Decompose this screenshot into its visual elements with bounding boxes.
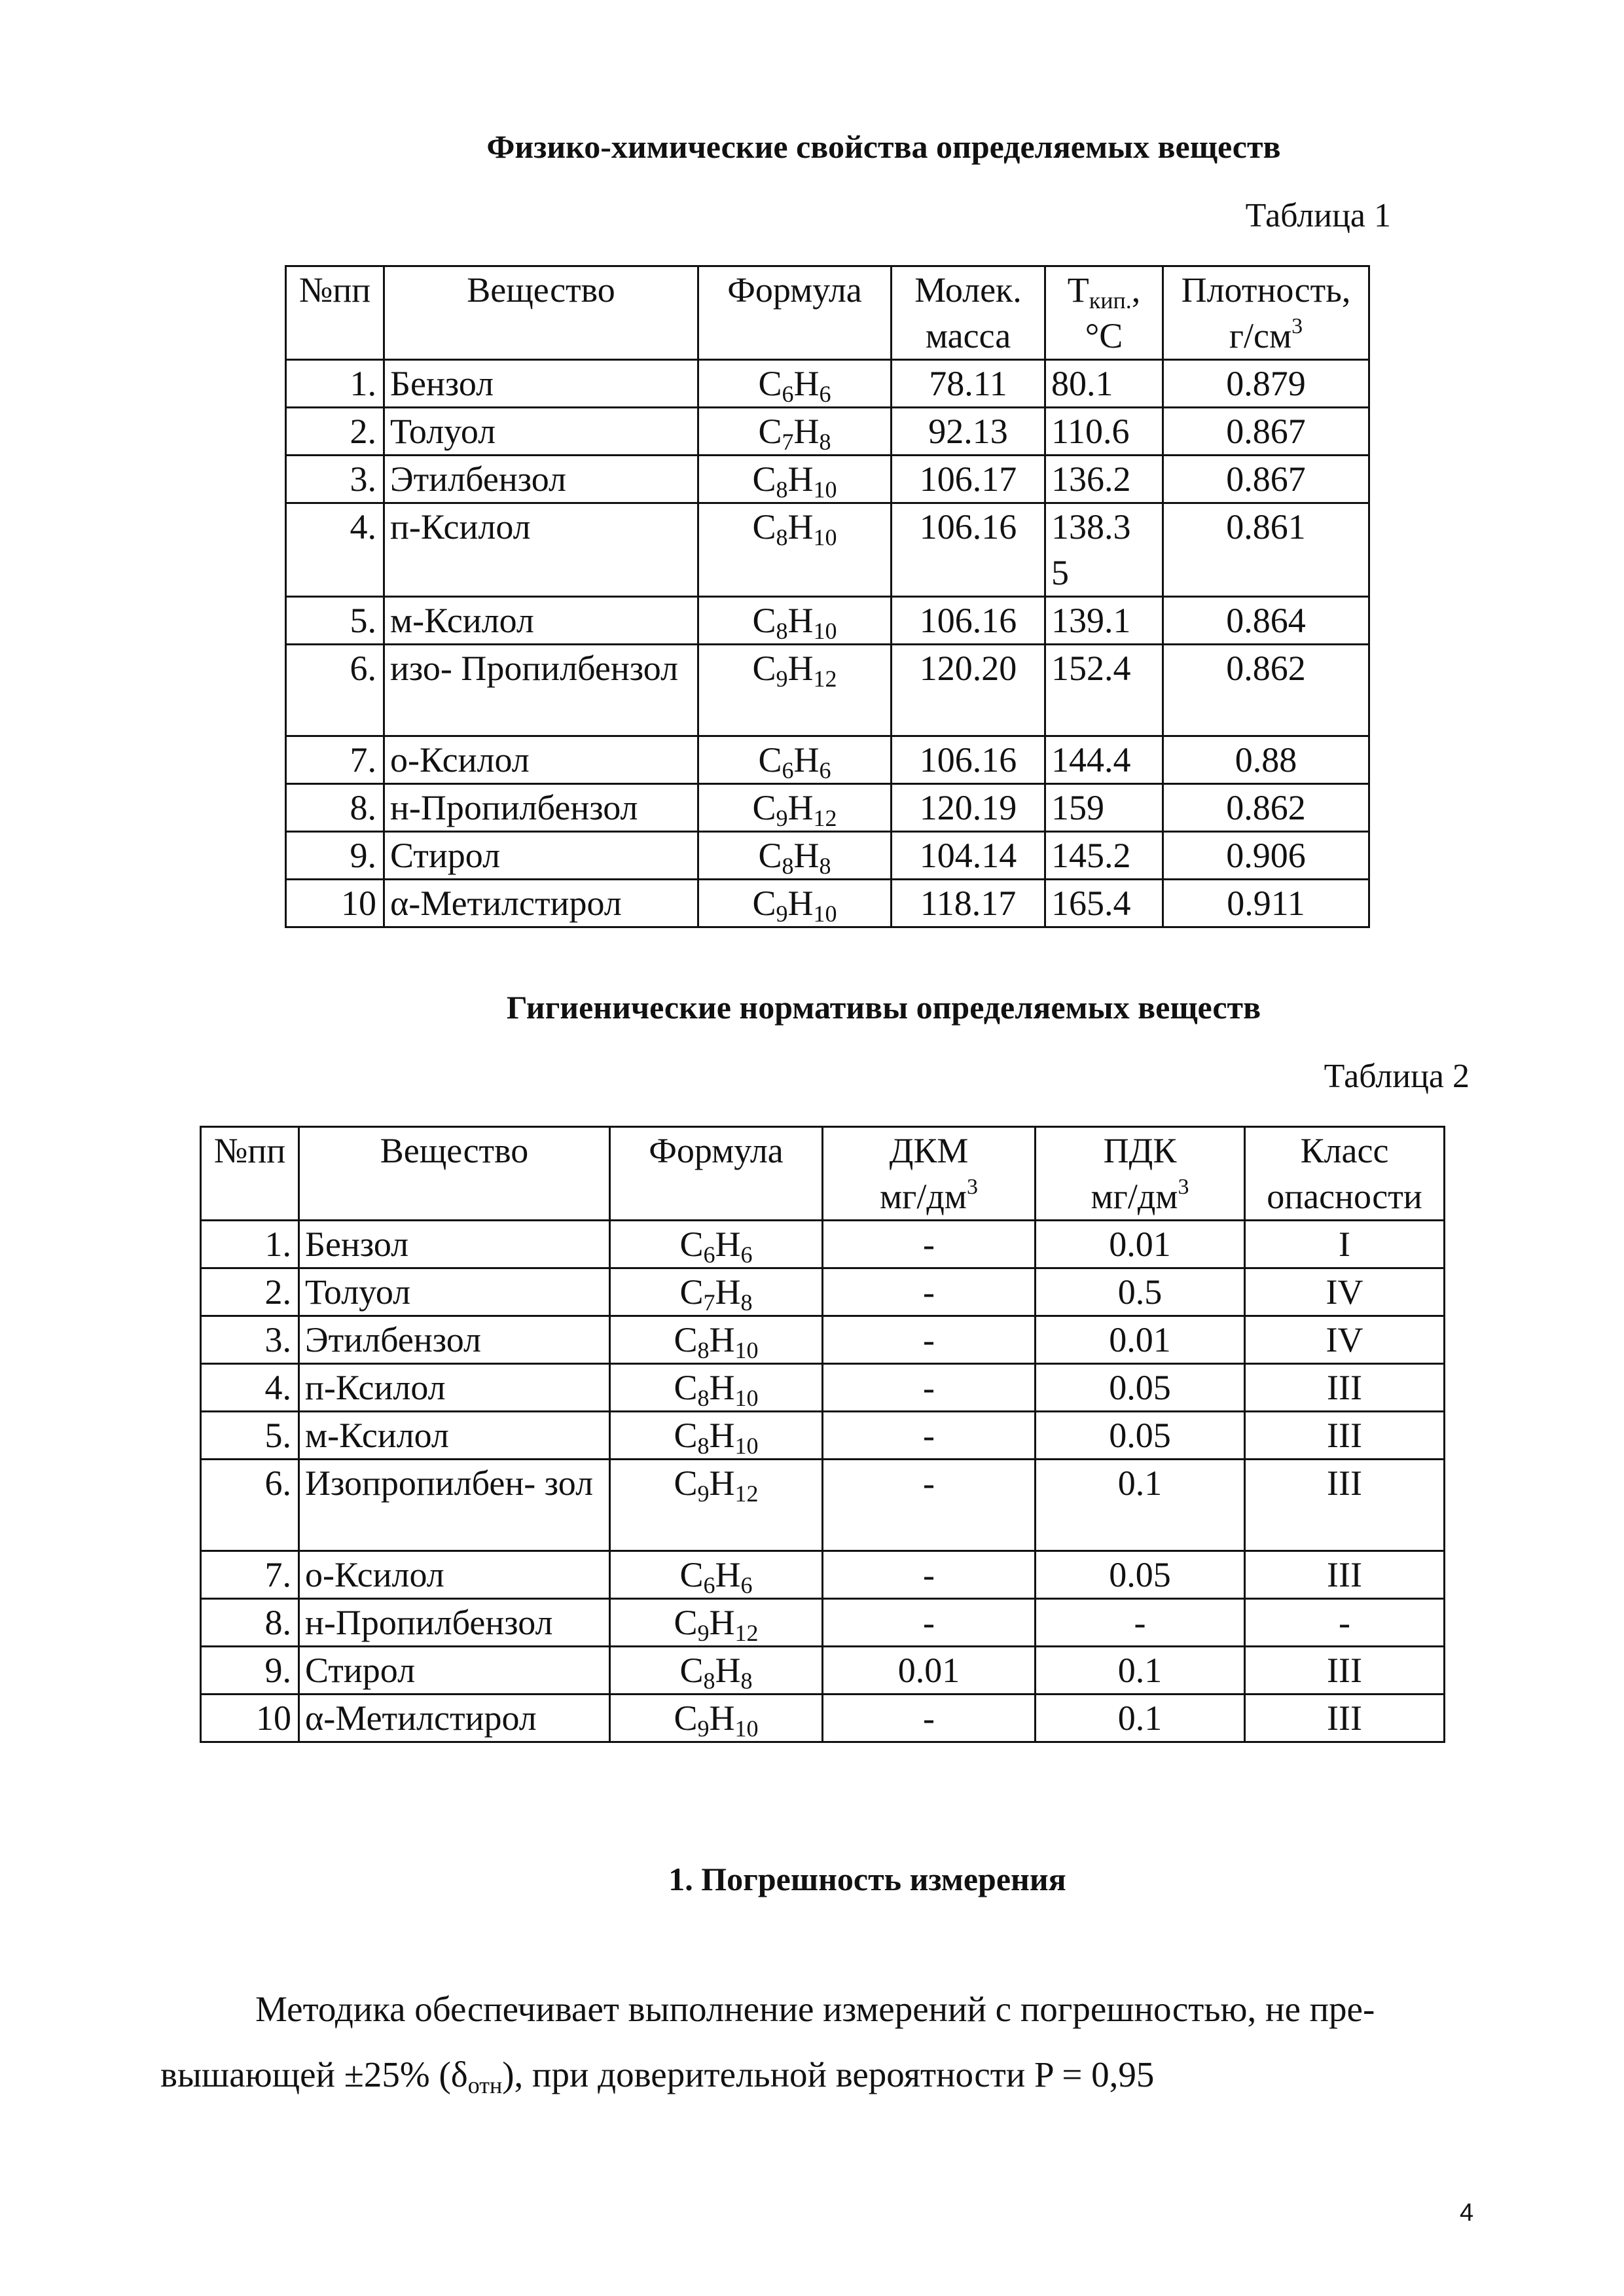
formula-element: C [679, 1651, 704, 1690]
pdk-unit: мг/дм [1091, 1177, 1178, 1216]
formula-element: H [709, 1698, 735, 1738]
formula [610, 1221, 823, 1268]
formula-subscript: 8 [703, 1668, 715, 1694]
formula [698, 832, 892, 880]
row-number: 2. [286, 408, 384, 456]
hazard-class: III [1245, 1551, 1445, 1599]
formula-subscript: 9 [776, 666, 788, 692]
hazard-class: IV [1245, 1268, 1445, 1316]
hazard-label-2: опасности [1267, 1177, 1422, 1216]
density: 0.862 [1163, 784, 1369, 832]
density: 0.862 [1163, 645, 1369, 736]
formula-element: H [787, 507, 814, 547]
dkm-value: - [823, 1316, 1036, 1364]
boiling-point: 165.4 [1045, 880, 1163, 927]
formula [698, 597, 892, 645]
molecular-mass: 120.19 [892, 784, 1045, 832]
hazard-class: I [1245, 1221, 1445, 1268]
row-number: 6. [201, 1460, 299, 1551]
formula-element: H [787, 459, 814, 499]
boiling-point: 136.2 [1045, 456, 1163, 503]
table1 [285, 265, 1370, 928]
table-row [286, 880, 1369, 927]
molecular-mass: 106.16 [892, 597, 1045, 645]
pdk-value: 0.01 [1036, 1316, 1245, 1364]
formula [610, 1695, 823, 1742]
table2-body [201, 1221, 1445, 1742]
substance-name: α-Метилстирол [384, 880, 698, 927]
formula-subscript: 7 [703, 1289, 715, 1316]
substance-name: Этилбензол [299, 1316, 610, 1364]
row-number: 4. [286, 503, 384, 597]
table1-label: Таблица 1 [1245, 197, 1391, 234]
col-header-density [1163, 266, 1369, 360]
formula [698, 503, 892, 597]
formula-subscript: 12 [813, 805, 837, 831]
formula-subscript: 6 [740, 1242, 753, 1268]
substance-name: о-Ксилол [384, 736, 698, 784]
formula-subscript: 8 [782, 853, 794, 879]
formula-element: C [752, 459, 776, 499]
density: 0.864 [1163, 597, 1369, 645]
formula-element: C [679, 1225, 704, 1264]
formula-subscript: 8 [819, 853, 831, 879]
formula-element: H [793, 412, 820, 451]
table2-label: Таблица 2 [1324, 1058, 1470, 1095]
dkm-value: - [823, 1551, 1036, 1599]
boiling-point: 152.4 [1045, 645, 1163, 736]
boiling-point: 110.6 [1045, 408, 1163, 456]
substance-name: н-Пропилбензол [384, 784, 698, 832]
hazard-class: III [1245, 1695, 1445, 1742]
boiling-point: 144.4 [1045, 736, 1163, 784]
formula-subscript: 12 [734, 1620, 759, 1646]
formula-element: C [752, 649, 776, 688]
row-number: 1. [201, 1221, 299, 1268]
formula-subscript: 6 [819, 757, 831, 783]
formula [610, 1268, 823, 1316]
pdk-value: - [1036, 1599, 1245, 1647]
formula-element: H [709, 1368, 735, 1407]
substance-name: Толуол [299, 1268, 610, 1316]
table1-header-row [286, 266, 1369, 360]
formula-element: C [674, 1416, 698, 1455]
formula-subscript: 8 [776, 618, 788, 644]
substance-name: Стирол [299, 1647, 610, 1695]
dkm-value: - [823, 1695, 1036, 1742]
formula-subscript: 12 [813, 666, 837, 692]
pdk-value: 0.5 [1036, 1268, 1245, 1316]
density: 0.867 [1163, 408, 1369, 456]
substance-name: Толуол [384, 408, 698, 456]
pdk-value: 0.05 [1036, 1551, 1245, 1599]
formula-subscript: 8 [740, 1289, 753, 1316]
table-row [201, 1221, 1445, 1268]
formula-subscript: 8 [697, 1385, 710, 1411]
formula-subscript: 6 [782, 757, 794, 783]
formula-element: C [752, 788, 776, 827]
table2 [200, 1126, 1445, 1743]
para-sub: отн [467, 2072, 503, 2098]
table-row [201, 1316, 1445, 1364]
density: 0.88 [1163, 736, 1369, 784]
molecular-mass: 106.17 [892, 456, 1045, 503]
formula-element: C [674, 1698, 698, 1738]
hazard-class: III [1245, 1412, 1445, 1460]
table-row [201, 1364, 1445, 1412]
formula-subscript: 6 [703, 1572, 715, 1598]
table-row [286, 784, 1369, 832]
formula-subscript: 9 [697, 1480, 710, 1507]
formula-subscript: 8 [819, 429, 831, 455]
density-label: Плотность, [1181, 270, 1351, 310]
dkm-label: ДКМ [889, 1131, 969, 1170]
substance-name: α-Метилстирол [299, 1695, 610, 1742]
section-paragraph [160, 1977, 1496, 2108]
formula-subscript: 9 [697, 1620, 710, 1646]
substance-name: п-Ксилол [299, 1364, 610, 1412]
hazard-class: III [1245, 1647, 1445, 1695]
formula [698, 408, 892, 456]
formula-subscript: 8 [740, 1668, 753, 1694]
row-number: 5. [286, 597, 384, 645]
formula [698, 645, 892, 736]
formula-element: H [793, 740, 820, 780]
table-row [201, 1599, 1445, 1647]
molecular-mass: 118.17 [892, 880, 1045, 927]
formula-subscript: 7 [782, 429, 794, 455]
col-header-tboil [1045, 266, 1163, 360]
row-number: 8. [201, 1599, 299, 1647]
molecular-mass: 92.13 [892, 408, 1045, 456]
row-number: 1. [286, 360, 384, 408]
density: 0.867 [1163, 456, 1369, 503]
section-heading: 1. Погрешность измерения [668, 1861, 1066, 1897]
substance-name: о-Ксилол [299, 1551, 610, 1599]
formula [610, 1316, 823, 1364]
tboil-sub: кип. [1089, 287, 1132, 314]
substance-name: м-Ксилол [299, 1412, 610, 1460]
substance-name: изо- Пропилбензол [384, 645, 698, 736]
formula-subscript: 9 [776, 901, 788, 927]
formula-subscript: 10 [813, 476, 837, 503]
formula-element: C [758, 836, 782, 875]
pdk-value: 0.05 [1036, 1364, 1245, 1412]
formula [698, 880, 892, 927]
formula [610, 1412, 823, 1460]
formula-element: H [715, 1651, 741, 1690]
formula-element: H [709, 1603, 735, 1642]
formula-element: C [752, 884, 776, 923]
row-number: 7. [286, 736, 384, 784]
hazard-class: III [1245, 1460, 1445, 1551]
pdk-value: 0.1 [1036, 1695, 1245, 1742]
formula-element: C [752, 507, 776, 547]
formula-element: H [709, 1320, 735, 1359]
pdk-value: 0.1 [1036, 1647, 1245, 1695]
formula-subscript: 8 [697, 1337, 710, 1363]
formula-subscript: 9 [776, 805, 788, 831]
density: 0.906 [1163, 832, 1369, 880]
hazard-class: IV [1245, 1316, 1445, 1364]
formula-element: C [674, 1320, 698, 1359]
boiling-point: 139.1 [1045, 597, 1163, 645]
table-row [201, 1268, 1445, 1316]
table-row [201, 1695, 1445, 1742]
row-number: 7. [201, 1551, 299, 1599]
table-row [201, 1460, 1445, 1551]
dkm-value: - [823, 1364, 1036, 1412]
formula-element: H [793, 836, 820, 875]
formula-element: H [787, 884, 814, 923]
para-text-a: вышающей ±25% (δ [160, 2054, 468, 2094]
table-row [201, 1412, 1445, 1460]
col-header-substance: Вещество [384, 266, 698, 360]
substance-name: Стирол [384, 832, 698, 880]
formula [610, 1599, 823, 1647]
formula-element: C [758, 412, 782, 451]
formula-element: H [715, 1225, 741, 1264]
row-number: 2. [201, 1268, 299, 1316]
density: 0.911 [1163, 880, 1369, 927]
formula-subscript: 6 [819, 381, 831, 407]
table2-header-row [201, 1127, 1445, 1221]
formula-subscript: 10 [734, 1385, 759, 1411]
pdk-value: 0.05 [1036, 1412, 1245, 1460]
dkm-value: 0.01 [823, 1647, 1036, 1695]
col-header-formula: Формула [610, 1127, 823, 1221]
density: 0.861 [1163, 503, 1369, 597]
col-header-hazard-class [1245, 1127, 1445, 1221]
table-row [286, 360, 1369, 408]
table-row [286, 456, 1369, 503]
formula-element: H [793, 364, 820, 403]
formula-subscript: 6 [782, 381, 794, 407]
formula [698, 784, 892, 832]
formula-subscript: 12 [734, 1480, 759, 1507]
col-header-dkm [823, 1127, 1036, 1221]
table1-body [286, 360, 1369, 927]
dkm-value: - [823, 1268, 1036, 1316]
hazard-class: III [1245, 1364, 1445, 1412]
formula-element: C [752, 601, 776, 640]
para-text-b: ), при доверительной вероятности P = 0,95 [502, 2054, 1155, 2094]
row-number: 6. [286, 645, 384, 736]
formula-element: H [715, 1555, 741, 1594]
row-number: 8. [286, 784, 384, 832]
formula-element: C [674, 1368, 698, 1407]
molecular-mass: 106.16 [892, 503, 1045, 597]
dkm-value: - [823, 1221, 1036, 1268]
formula-subscript: 6 [703, 1242, 715, 1268]
col-header-mass: Молек. масса [892, 266, 1045, 360]
formula [698, 456, 892, 503]
formula-subscript: 8 [697, 1433, 710, 1459]
col-header-num: №пп [286, 266, 384, 360]
substance-name: Изопропилбен- зол [299, 1460, 610, 1551]
table-row [286, 408, 1369, 456]
pdk-unit-exp: 3 [1178, 1175, 1189, 1199]
formula [610, 1460, 823, 1551]
tboil-unit: °C [1085, 316, 1123, 355]
formula-subscript: 10 [734, 1433, 759, 1459]
formula-element: H [787, 649, 814, 688]
formula-subscript: 6 [740, 1572, 753, 1598]
formula-element: H [715, 1272, 741, 1312]
formula [698, 360, 892, 408]
formula-element: H [709, 1463, 735, 1503]
substance-name: п-Ксилол [384, 503, 698, 597]
dkm-unit: мг/дм [880, 1177, 967, 1216]
formula-element: C [679, 1272, 704, 1312]
table-row [201, 1551, 1445, 1599]
formula [610, 1551, 823, 1599]
row-number: 4. [201, 1364, 299, 1412]
row-number: 10 [201, 1695, 299, 1742]
tboil-rest: , [1131, 270, 1141, 310]
dkm-value: - [823, 1599, 1036, 1647]
col-header-num: №пп [201, 1127, 299, 1221]
pdk-value: 0.1 [1036, 1460, 1245, 1551]
boiling-point: 145.2 [1045, 832, 1163, 880]
boiling-point: 138.3 5 [1045, 503, 1163, 597]
substance-name: Этилбензол [384, 456, 698, 503]
formula-subscript: 10 [813, 618, 837, 644]
formula-element: H [709, 1416, 735, 1455]
molecular-mass: 106.16 [892, 736, 1045, 784]
paragraph-line-2 [160, 2042, 1496, 2108]
table-row [286, 645, 1369, 736]
substance-name: Бензол [299, 1221, 610, 1268]
formula-subscript: 10 [813, 524, 837, 550]
row-number: 5. [201, 1412, 299, 1460]
formula [610, 1647, 823, 1695]
row-number: 9. [286, 832, 384, 880]
col-header-pdk [1036, 1127, 1245, 1221]
table2-heading: Гигиенические нормативы определяемых веществ [506, 989, 1261, 1026]
formula-subscript: 10 [734, 1337, 759, 1363]
formula-subscript: 10 [813, 901, 837, 927]
formula-subscript: 10 [734, 1715, 759, 1742]
formula-element: C [758, 364, 782, 403]
substance-name: Бензол [384, 360, 698, 408]
table-row [286, 597, 1369, 645]
table-row [286, 736, 1369, 784]
row-number: 3. [286, 456, 384, 503]
paragraph-line-1: Методика обеспечивает выполнение измерений с погрешностью, не пре- [255, 1989, 1375, 2029]
boiling-point: 80.1 [1045, 360, 1163, 408]
table-row [286, 832, 1369, 880]
dkm-value: - [823, 1460, 1036, 1551]
boiling-point: 159 [1045, 784, 1163, 832]
row-number: 10 [286, 880, 384, 927]
formula-element: H [787, 601, 814, 640]
density-exp: 3 [1291, 314, 1303, 338]
molecular-mass: 104.14 [892, 832, 1045, 880]
formula-element: C [679, 1555, 704, 1594]
table-row [286, 503, 1369, 597]
formula-element: C [758, 740, 782, 780]
formula [610, 1364, 823, 1412]
pdk-label: ПДК [1103, 1131, 1177, 1170]
pdk-value: 0.01 [1036, 1221, 1245, 1268]
formula-element: C [674, 1603, 698, 1642]
table1-heading: Физико-химические свойства определяемых веществ [486, 128, 1281, 165]
row-number: 9. [201, 1647, 299, 1695]
table-row [201, 1647, 1445, 1695]
molecular-mass: 78.11 [892, 360, 1045, 408]
substance-name: н-Пропилбензол [299, 1599, 610, 1647]
hazard-label-1: Класс [1300, 1131, 1389, 1170]
substance-name: м-Ксилол [384, 597, 698, 645]
hazard-class: - [1245, 1599, 1445, 1647]
formula-subscript: 9 [697, 1715, 710, 1742]
formula-subscript: 8 [776, 524, 788, 550]
dkm-unit-exp: 3 [966, 1175, 978, 1199]
density: 0.879 [1163, 360, 1369, 408]
col-header-formula: Формула [698, 266, 892, 360]
dkm-value: - [823, 1412, 1036, 1460]
density-unit: г/см [1229, 316, 1292, 355]
row-number: 3. [201, 1316, 299, 1364]
tboil-main: T [1067, 270, 1089, 310]
formula-element: C [674, 1463, 698, 1503]
formula-element: H [787, 788, 814, 827]
page-number: 4 [1460, 2199, 1474, 2227]
formula [698, 736, 892, 784]
col-header-substance: Вещество [299, 1127, 610, 1221]
molecular-mass: 120.20 [892, 645, 1045, 736]
formula-subscript: 8 [776, 476, 788, 503]
